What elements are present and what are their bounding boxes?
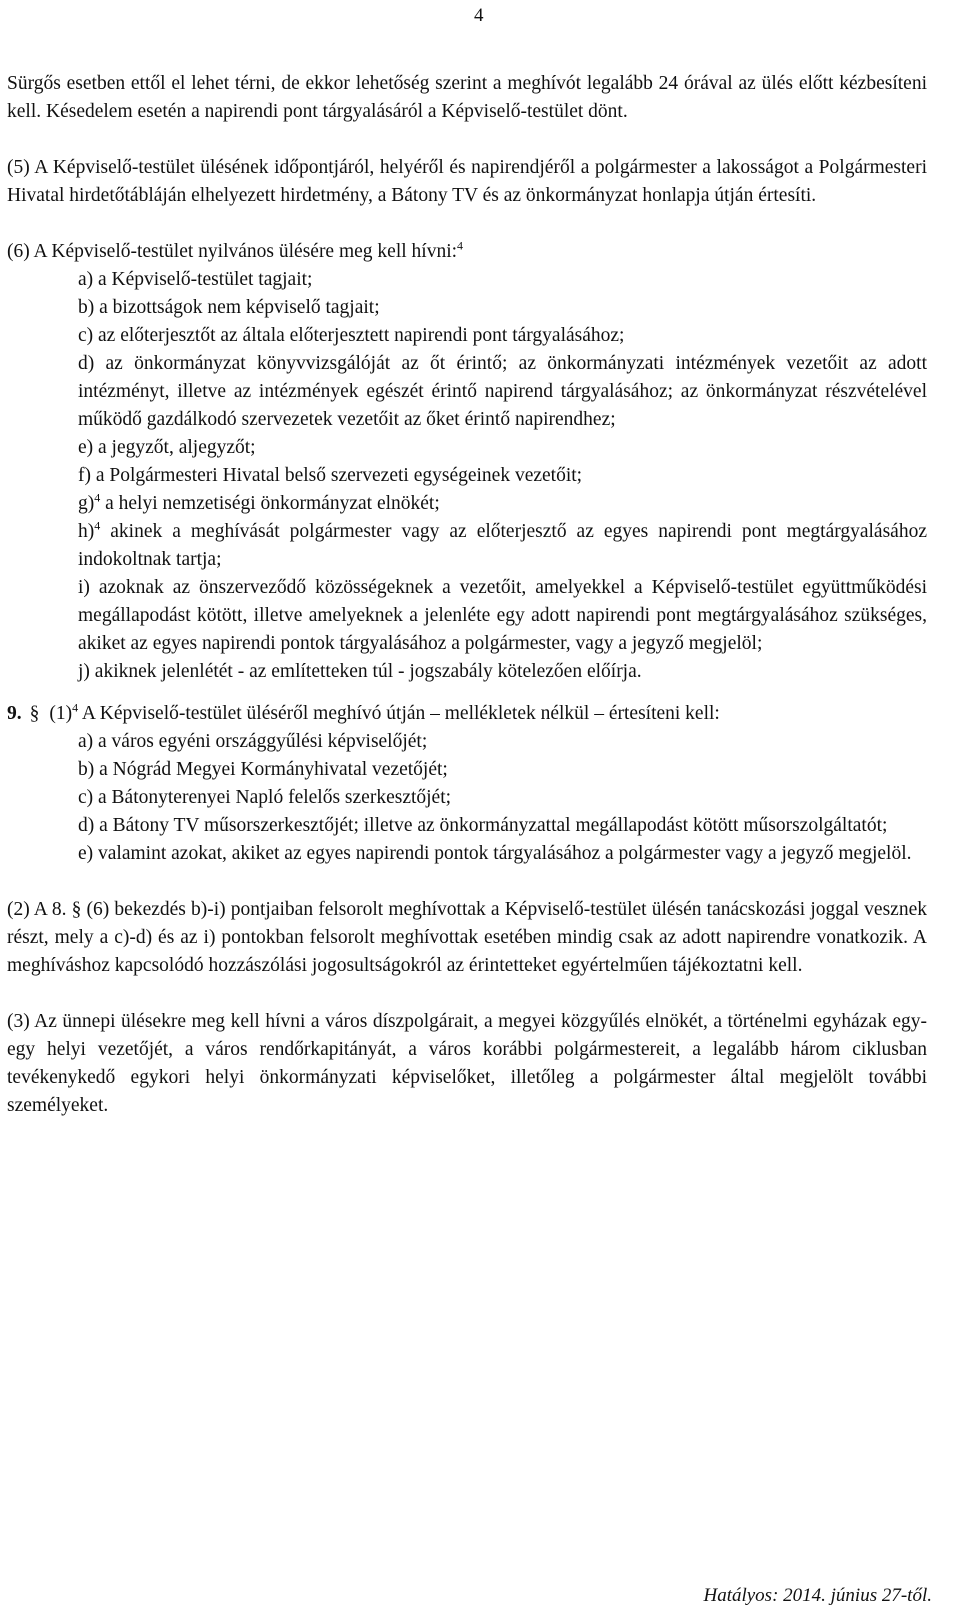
list-item: a) a Képviselő-testület tagjait; <box>78 269 313 290</box>
list-item: d) a Bátony TV műsorszerkesztőjét; illetve az önkormányzattal megállapodást kötött műsorszolgáltatót; <box>78 815 888 836</box>
section-9-heading <box>7 700 927 728</box>
section-9-lead-text: A Képviselő-testület üléséről meghívó útján – mellékletek nélkül – értesíteni kell: <box>78 703 720 724</box>
paragraph-5: (5) A Képviselő-testület ülésének időpontjáról, helyéről és napirendjéről a polgármester a lakosságot a Polgármesteri Hivatal hirdetőtábláján elhelyezett hirdetmény, a Bátony TV és az önkormányzat honlapja útján értesíti. <box>7 157 927 206</box>
footnote-ref: 4 <box>94 518 101 533</box>
page-number: 4 <box>474 5 484 26</box>
list-item-text: akinek a meghívását polgármester vagy az előterjesztő az egyes napirendi pont megtárgyalásához indokoltnak tartja; <box>78 521 927 570</box>
footnote-ref: 4 <box>94 490 101 505</box>
list-item-label: g) <box>78 493 95 514</box>
paragraph-6-list <box>78 266 927 686</box>
section-number: 9. <box>7 703 22 724</box>
subsection-number: (1) <box>49 703 73 724</box>
effective-date-footer: Hatályos: 2014. június 27-től. <box>703 1585 932 1606</box>
paragraph-9-2: (2) A 8. § (6) bekezdés b)-i) pontjaiban felsorolt meghívottak a Képviselő-testület ülésén tanácskozási joggal vesznek részt, mely a c)-d) és az i) pontokban felsorolt meghívottak esetében mindig csak az adott napirendre vonatkozik. A meghíváshoz kapcsolódó hozzászólási jogosultságokról az érintetteket egyértelműen tájékoztatni kell. <box>7 899 927 976</box>
list-item: b) a bizottságok nem képviselő tagjait; <box>78 297 380 318</box>
list-item: b) a Nógrád Megyei Kormányhivatal vezetőjét; <box>78 759 448 780</box>
paragraph-9-3: (3) Az ünnepi ülésekre meg kell hívni a város díszpolgárait, a megyei közgyűlés elnökét, a történelmi egyházak egy-egy helyi vezetőjét, a város rendőrkapitányát, a város korábbi polgármestereit, a legalább három ciklusban tevékenykedő egykori helyi önkormányzati képviselőket, illetőleg a polgármester által megjelölt további személyeket. <box>7 1011 927 1116</box>
list-item: d) az önkormányzat könyvvizsgálóját az őt érintő; az önkormányzati intézmények vezetőit az adott intézményt, illetve az intézmények egészét érintő napirend tárgyalásához; az önkormányzat részvételével működő gazdálkodó szervezetek vezetőit az őket érintő napirendhez; <box>78 353 927 430</box>
list-item: a) a város egyéni országgyűlési képviselőjét; <box>78 731 428 752</box>
list-item: i) azoknak az önszerveződő közösségeknek a vezetőit, amelyekkel a Képviselő-testület együttműködési megállapodást kötött, illetve amelyeknek a jelenléte egy adott napirendi pont megtárgyalásához szükséges, akiket az egyes napirendi pontok tárgyalásához a polgármester, vagy a jegyző megjelöl; <box>78 577 927 654</box>
list-item-text: a helyi nemzetiségi önkormányzat elnökét; <box>100 493 440 514</box>
paragraph-6-lead <box>7 238 927 266</box>
list-item: c) az előterjesztőt az általa előterjesztett napirendi pont tárgyalásához; <box>78 325 625 346</box>
list-item-label: h) <box>78 521 95 542</box>
section-symbol: § <box>29 703 40 724</box>
list-item: e) a jegyzőt, aljegyzőt; <box>78 437 256 458</box>
list-item: j) akiknek jelenlétét - az említetteken túl - jogszabály kötelezően előírja. <box>78 661 642 682</box>
list-item: e) valamint azokat, akiket az egyes napirendi pontok tárgyalásához a polgármester vagy a jegyző megjelöl. <box>78 843 912 864</box>
list-item: f) a Polgármesteri Hivatal belső szervezeti egységeinek vezetőit; <box>78 465 583 486</box>
intro-paragraph: Sürgős esetben ettől el lehet térni, de ekkor lehetőség szerint a meghívót legalább 24 órával az ülés előtt kézbesíteni kell. Késedelem esetén a napirendi pont tárgyalásáról a Képviselő-testület dönt. <box>7 73 927 122</box>
footnote-ref: 4 <box>457 238 464 253</box>
list-item: c) a Bátonyterenyei Napló felelős szerkesztőjét; <box>78 787 452 808</box>
paragraph-6-lead-text: (6) A Képviselő-testület nyilvános ülésére meg kell hívni: <box>7 241 458 262</box>
list-item <box>78 518 927 574</box>
section-9-list <box>78 728 927 868</box>
list-item <box>78 490 927 518</box>
document-body <box>7 70 927 1148</box>
footnote-ref: 4 <box>72 700 79 715</box>
